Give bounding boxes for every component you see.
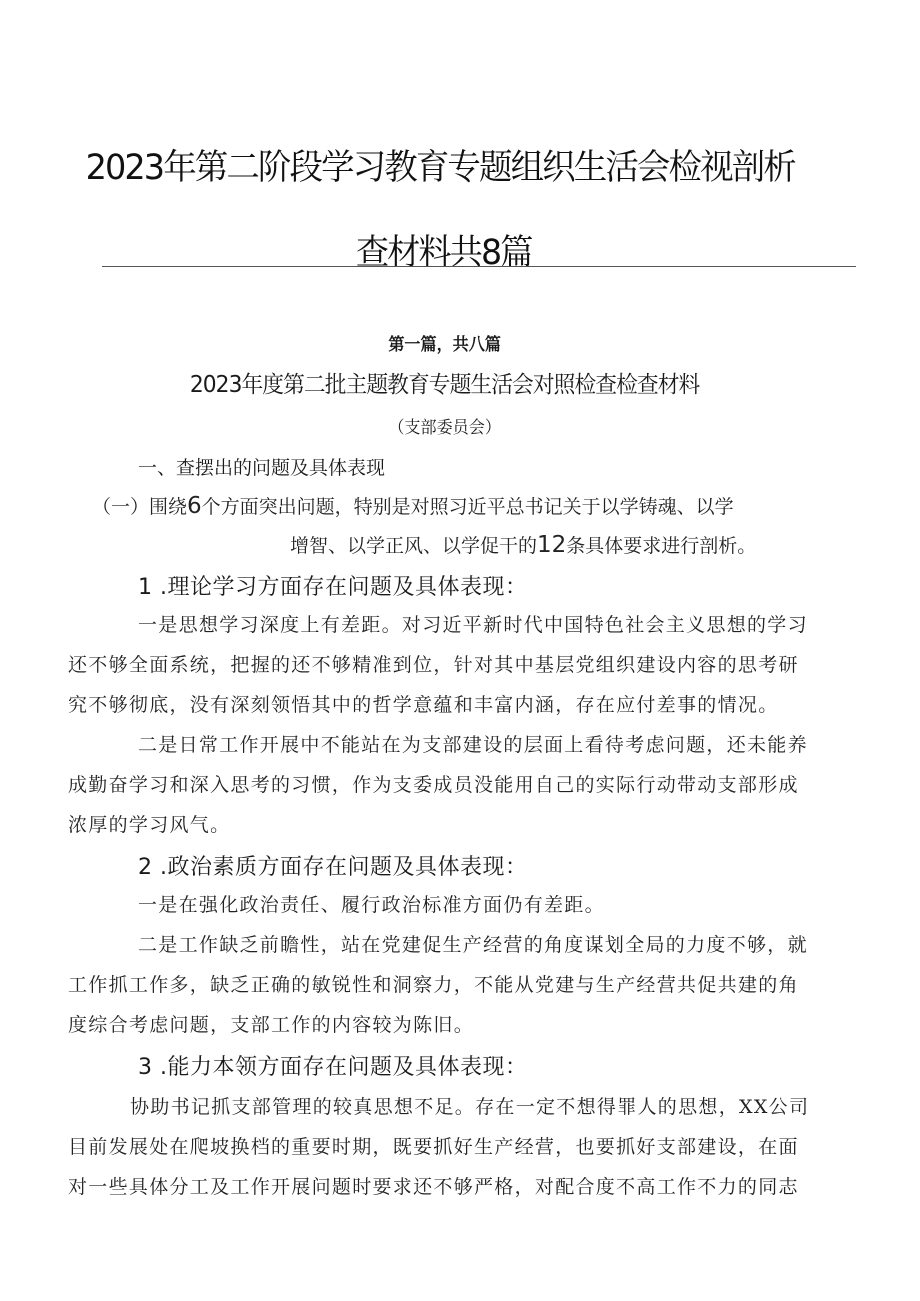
subsection-heading-1: 1 .理论学习方面存在问题及具体表现： bbox=[138, 575, 528, 600]
item-1-line-2-prefix: 增智、以学正风、以学促干的 bbox=[290, 535, 538, 557]
item-1-line-1 bbox=[92, 492, 734, 519]
paragraph-line: 浓厚的学习风气。 bbox=[68, 814, 231, 836]
document-title-line-2: 查材料共8篇 bbox=[355, 233, 532, 273]
paragraph-line: 目前发展处在爬坡换档的重要时期，既要抓好生产经营，也要抓好支部建设，在面 bbox=[68, 1136, 799, 1158]
paragraph-line: 度综合考虑问题，支部工作的内容较为陈旧。 bbox=[68, 1014, 475, 1036]
paragraph-line: 二是工作缺乏前瞻性，站在党建促生产经营的角度谋划全局的力度不够，就 bbox=[138, 934, 808, 956]
part-label: 第一篇，共八篇 bbox=[388, 335, 501, 355]
subsection-heading-3: 3 .能力本领方面存在问题及具体表现： bbox=[138, 1055, 528, 1080]
paragraph-line: 还不够全面系统，把握的还不够精准到位，针对其中基层党组织建设内容的思考研 bbox=[68, 654, 799, 676]
paragraph-line: 究不够彻底，没有深刻领悟其中的哲学意蕴和丰富内涵，存在应付差事的情况。 bbox=[68, 694, 779, 716]
item-1-number: 6 bbox=[187, 493, 202, 519]
item-1-text: 个方面突出问题，特别是对照习近平总书记关于以学铸魂、以学 bbox=[201, 496, 734, 518]
subsection-heading-2: 2 .政治素质方面存在问题及具体表现： bbox=[138, 855, 528, 880]
item-1-line-2-suffix: 条具体要求进行剖析。 bbox=[566, 535, 757, 557]
paragraph-line: 成勤奋学习和深入思考的习惯，作为支委成员没能用自己的实际行动带动支部形成 bbox=[68, 774, 799, 796]
item-1-line-2 bbox=[290, 531, 756, 558]
part-organization: （支部委员会） bbox=[388, 418, 501, 438]
item-1-prefix: （一）围绕 bbox=[92, 496, 188, 518]
section-heading: 一、查摆出的问题及具体表现 bbox=[138, 457, 386, 479]
paragraph-line: 二是日常工作开展中不能站在为支部建设的层面上看待考虑问题，还未能养 bbox=[138, 734, 808, 756]
paragraph-line: 对一些具体分工及工作开展问题时要求还不够严格，对配合度不高工作不力的同志 bbox=[68, 1176, 799, 1198]
paragraph-line: 一是思想学习深度上有差距。对习近平新时代中国特色社会主义思想的学习 bbox=[138, 614, 808, 636]
paragraph-line: 工作抓工作多，缺乏正确的敏锐性和洞察力，不能从党建与生产经营共促共建的角 bbox=[68, 974, 799, 996]
paragraph-line: 一是在强化政治责任、履行政治标准方面仍有差距。 bbox=[138, 894, 605, 916]
paragraph-line: 协助书记抓支部管理的较真思想不足。存在一定不想得罪人的思想，XX公司 bbox=[130, 1096, 810, 1118]
part-title: 2023年度第二批主题教育专题生活会对照检查检查材料 bbox=[189, 372, 700, 398]
title-divider bbox=[102, 266, 856, 267]
item-1-line-2-number: 12 bbox=[537, 532, 567, 558]
document-title-line-1: 2023年第二阶段学习教育专题组织生活会检视剖析 bbox=[85, 148, 795, 188]
